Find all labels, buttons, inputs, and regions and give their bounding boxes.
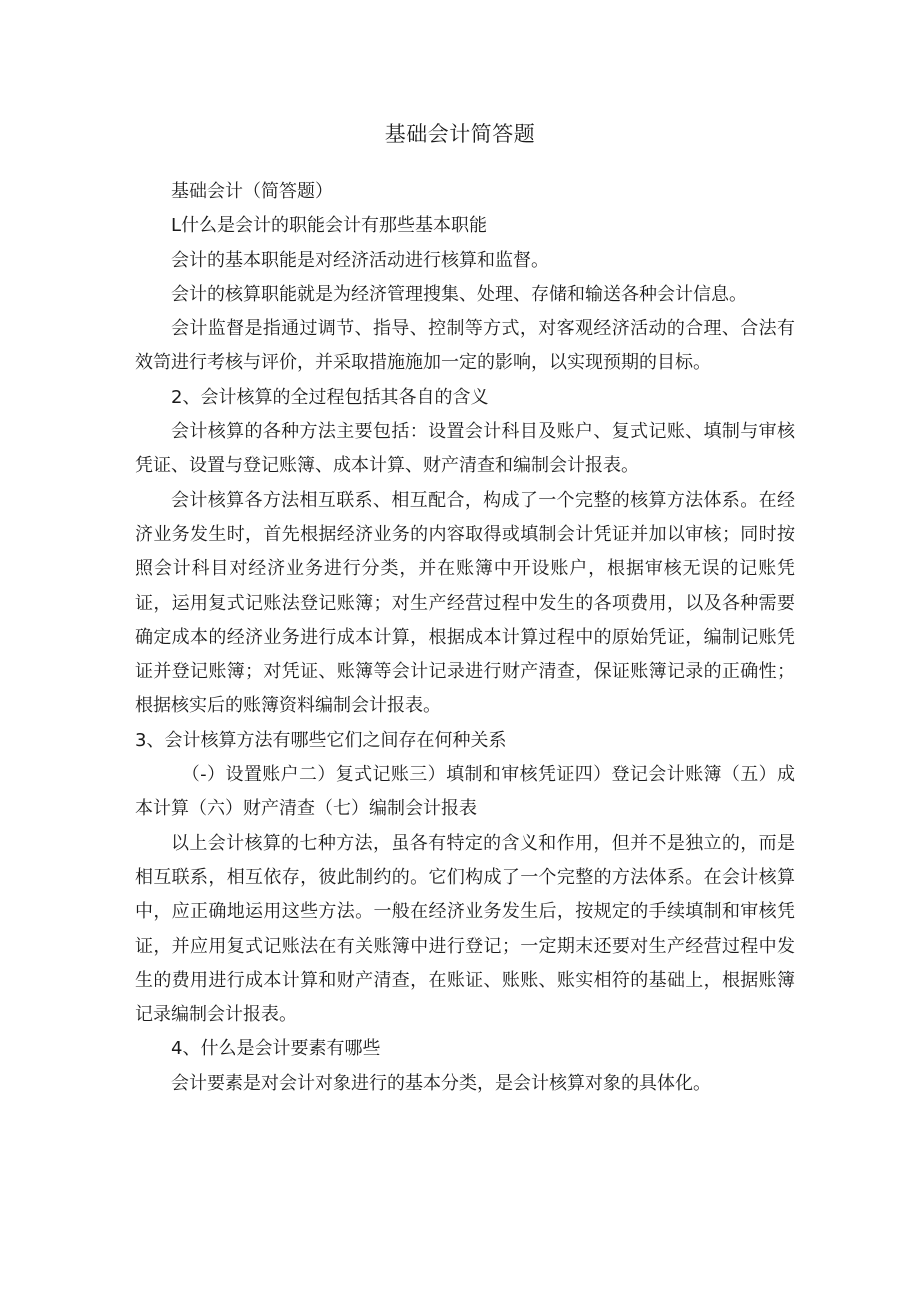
- paragraph: 以上会计核算的七种方法，虽各有特定的含义和作用，但并不是独立的，而是相互联系，相互依存，彼此制约的。它们构成了一个完整的方法体系。在会计核算中，应正确地运用这些方法。一般在经济业务发生后，按规定的手续填制和审核凭证，并应用复式记账法在有关账簿中进行登记；一定期末还要对生产经营过程中发生的费用进行成本计算和财产清查，在账证、账账、账实相符的基础上，根据账簿记录编制会计报表。: [135, 832, 795, 1026]
- question-heading: 2、会计核算的全过程包括其各自的含义: [171, 386, 489, 408]
- document-body: [135, 175, 795, 1101]
- question-heading: 3、会计核算方法有哪些它们之间存在何种关系: [135, 729, 507, 751]
- paragraph: 会计监督是指通过调节、指导、控制等方式，对客观经济活动的合理、合法有效笥进行考核与评价，并采取措施施加一定的影响，以实现预期的目标。: [135, 318, 795, 374]
- paragraph: 会计的核算职能就是为经济管理搜集、处理、存储和输送各种会计信息。: [171, 283, 747, 305]
- document-title: 基础会计简答题: [384, 122, 536, 146]
- method-list: （-）设置账户二）复式记账三）填制和审核凭证四）登记会计账簿（五）成本计算（六）财产清查（七）编制会计报表: [135, 764, 795, 820]
- paragraph: 会计核算的各种方法主要包括：设置会计科目及账户、复式记账、填制与审核凭证、设置与登记账簿、成本计算、财产清查和编制会计报表。: [135, 421, 795, 477]
- paragraph: 会计核算各方法相互联系、相互配合，构成了一个完整的核算方法体系。在经济业务发生时，首先根据经济业务的内容取得或填制会计凭证并加以审核；同时按照会计科目对经济业务进行分类，并在账簿中开设账户，根据审核无误的记账凭证，运用复式记账法登记账簿；对生产经营过程中发生的各项费用，以及各种需要确定成本的经济业务进行成本计算，根据成本计算过程中的原始凭证，编制记账凭证并登记账簿；对凭证、账簿等会计记录进行财产清查，保证账簿记录的正确性；根据核实后的账簿资料编制会计报表。: [135, 489, 795, 717]
- section-heading: 基础会计（简答题）: [171, 181, 333, 202]
- question-heading: 4、什么是会计要素有哪些: [171, 1038, 381, 1060]
- question-heading: L什么是会计的职能会计有那些基本职能: [171, 215, 488, 237]
- paragraph: 会计要素是对会计对象进行的基本分类，是会计核算对象的具体化。: [171, 1072, 711, 1094]
- paragraph: 会计的基本职能是对经济活动进行核算和监督。: [171, 249, 549, 271]
